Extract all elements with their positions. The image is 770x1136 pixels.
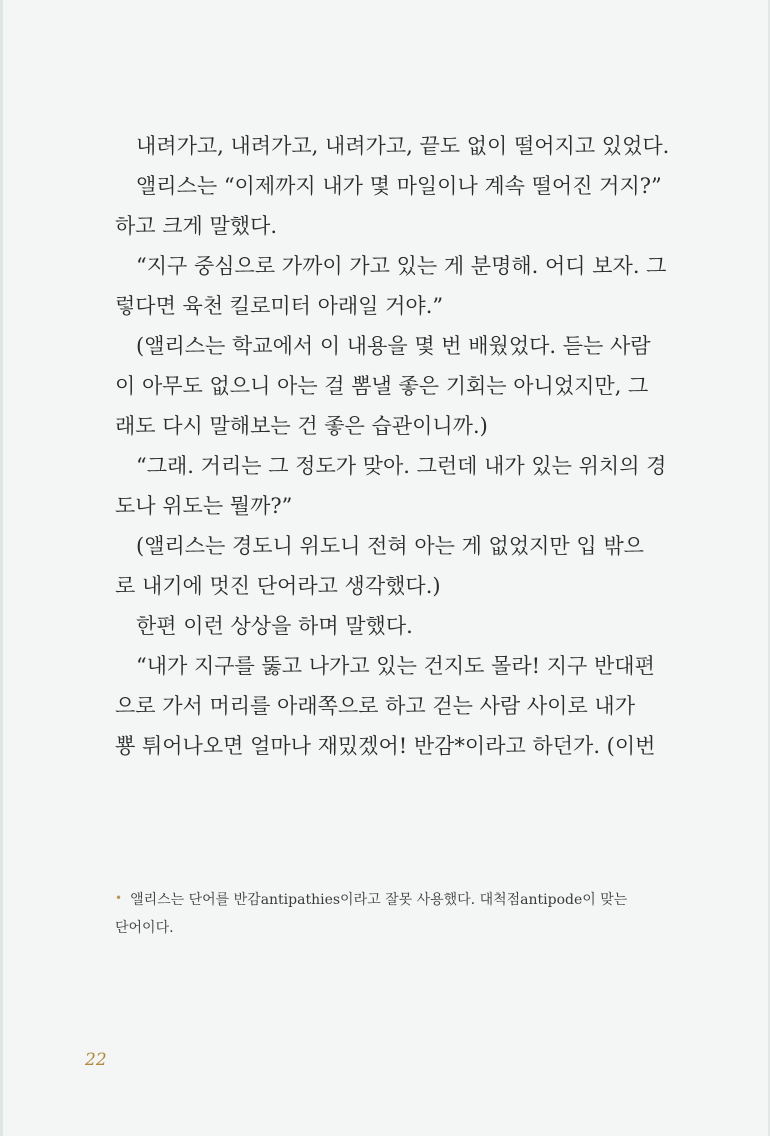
footnote-text: 앨리스는 단어를 반감antipathies이라고 잘못 사용했다. 대척점antipode이 맞는 (130, 892, 628, 908)
text-line: 하고 크게 말했다. (115, 214, 278, 238)
text-line: “지구 중심으로 가까이 가고 있는 게 분명해. 어디 보자. 그 (136, 254, 667, 278)
footnote-line: 단어이다. (115, 920, 174, 936)
paragraph (115, 166, 663, 246)
text-line: “내가 지구를 뚫고 나가고 있는 건지도 몰라! 지구 반대편 (136, 654, 655, 678)
text-line: 뿅 튀어나오면 얼마나 재밌겠어! 반감*이라고 하던가. (이번 (115, 734, 656, 758)
text-line: 내려가고, 내려가고, 내려가고, 끝도 없이 떨어지고 있었다. (136, 134, 670, 158)
footnote (115, 886, 663, 942)
text-line: 으로 가서 머리를 아래쪽으로 하고 걷는 사람 사이로 내가 (115, 694, 635, 718)
text-line: 래도 다시 말해보는 건 좋은 습관이니까.) (115, 414, 488, 438)
text-line: “그래. 거리는 그 정도가 맞아. 그런데 내가 있는 위치의 경 (136, 454, 667, 478)
text-line: 앨리스는 “이제까지 내가 몇 마일이나 계속 떨어진 거지?” (136, 174, 662, 198)
paragraph (115, 126, 670, 166)
paragraph (115, 326, 663, 446)
text-line: 한편 이런 상상을 하며 말했다. (136, 614, 413, 638)
text-line: 도나 위도는 뭘까?” (115, 494, 293, 518)
text-line: 렇다면 육천 킬로미터 아래일 거야.” (115, 294, 444, 318)
text-line: (앨리스는 경도니 위도니 전혀 아는 게 없었지만 입 밖으 (136, 534, 644, 558)
footnote-line (115, 886, 663, 914)
page-number: 22 (85, 1050, 107, 1070)
paragraph (115, 526, 663, 606)
text-line: 이 아무도 없으니 아는 걸 뽐낼 좋은 기회는 아니었지만, 그 (115, 374, 649, 398)
body-text (115, 126, 670, 766)
footnote-bullet-icon: • (115, 891, 123, 905)
paragraph (115, 606, 663, 646)
paragraph (115, 646, 663, 766)
paragraph (115, 246, 667, 326)
paragraph (115, 446, 667, 526)
text-line: 로 내기에 멋진 단어라고 생각했다.) (115, 574, 441, 598)
text-line: (앨리스는 학교에서 이 내용을 몇 번 배웠었다. 듣는 사람 (136, 334, 651, 358)
